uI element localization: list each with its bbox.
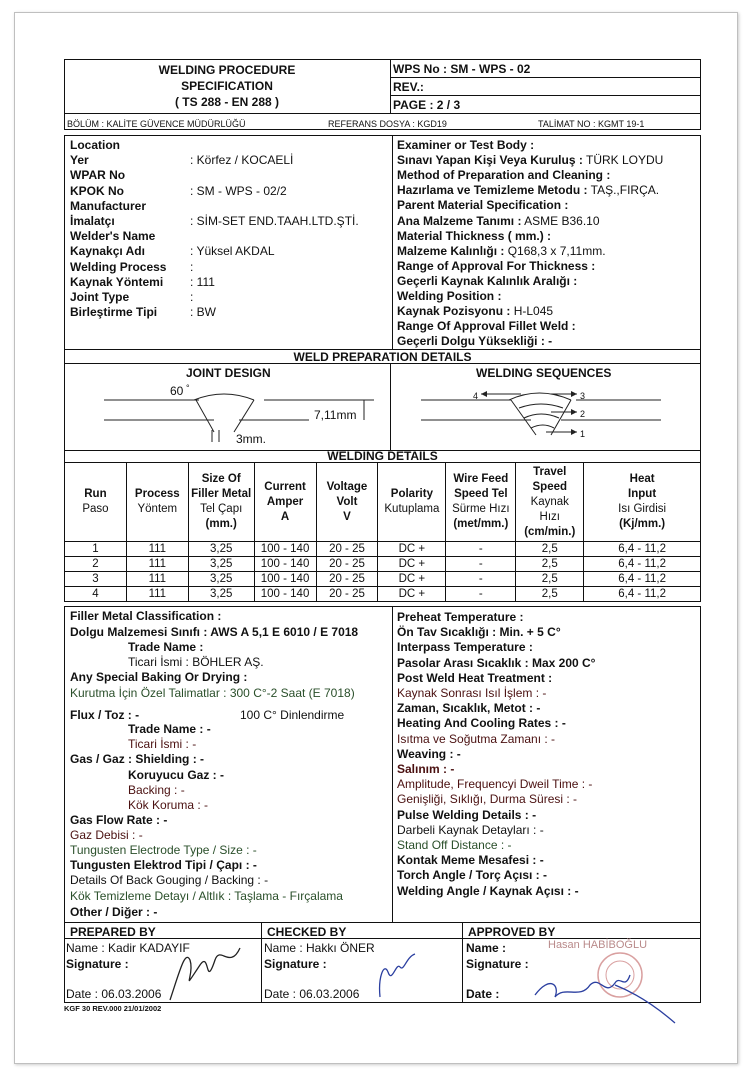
joint-gap: 3mm. <box>236 432 266 446</box>
details-header-cell <box>65 463 127 542</box>
table-cell: 6,4 - 11,2 <box>584 572 701 587</box>
joint-angle: 60 <box>170 384 184 398</box>
details-header-line: Input <box>628 488 657 500</box>
prepared-name: Name : Kadir KADAYIF <box>66 941 190 955</box>
prepared-signature-drawing <box>160 940 250 1005</box>
details-header-line: Volt <box>336 495 358 508</box>
table-cell: 2,5 <box>516 572 584 587</box>
table-cell: - <box>446 542 516 557</box>
seq-label-2: 2 <box>580 409 586 419</box>
left-info-label: Welder's Name <box>70 229 156 244</box>
details-header-line: Sürme Hızı <box>452 503 510 515</box>
details-header-line: (cm/min.) <box>524 525 576 538</box>
lower-left-line: Ticari İsmi : BÖHLER AŞ. <box>128 655 264 669</box>
lower-right-line: Pasolar Arası Sıcaklık : Max 200 C° <box>397 655 596 670</box>
details-header-line: Current <box>264 480 306 493</box>
details-header-line: Voltage <box>326 480 368 493</box>
right-info-label: Examiner or Test Body : <box>397 138 535 152</box>
lower-left-line: Any Special Baking Or Drying : <box>70 670 248 684</box>
checked-signature-drawing <box>370 942 430 1002</box>
details-header-cell <box>584 463 701 542</box>
lower-right-line: Interpass Temperature : <box>397 640 533 655</box>
lower-left-line: Koruyucu Gaz : - <box>128 768 225 782</box>
right-info-label: Kaynak Pozisyonu : <box>397 304 511 319</box>
prepared-date: Date : 06.03.2006 <box>66 987 162 1001</box>
right-info-value: TÜRK LOYDU <box>585 153 664 168</box>
right-info-label: Geçerli Kaynak Kalınlık Aralığı : <box>397 273 578 288</box>
left-info-value: : SM - WPS - 02/2 <box>190 183 287 198</box>
page-no: PAGE : 2 / 3 <box>393 98 461 112</box>
prepared-signature: Signature : <box>66 957 129 971</box>
table-cell: 100 - 140 <box>254 542 316 557</box>
right-info-row <box>397 289 501 303</box>
right-info-row <box>397 334 552 348</box>
lower-left-line: Backing : - <box>128 783 185 797</box>
lower-left-line: Gas Flow Rate : - <box>70 813 168 827</box>
lower-right-line: Darbeli Kaynak Detayları : - <box>397 822 544 837</box>
approved-signature-drawing <box>530 955 680 1025</box>
right-info-row <box>397 304 553 318</box>
left-info-value: : <box>190 290 194 304</box>
table-cell: 6,4 - 11,2 <box>584 557 701 572</box>
joint-design-title: JOINT DESIGN <box>186 366 271 380</box>
table-cell: - <box>446 572 516 587</box>
right-info-row <box>397 214 600 228</box>
lower-left-line: Details Of Back Gouging / Backing : - <box>70 873 269 887</box>
approved-name: Name : <box>466 941 507 955</box>
checked-signature: Signature : <box>264 957 327 971</box>
left-info-label: Yer <box>70 153 89 168</box>
right-info-label: Method of Preparation and Cleaning : <box>397 168 611 183</box>
lower-left-line: Filler Metal Classification : <box>70 609 222 623</box>
table-cell: DC + <box>378 557 446 572</box>
details-header-cell <box>316 463 378 542</box>
details-header-line: Yöntem <box>137 503 178 515</box>
details-header-line: V <box>343 510 351 523</box>
table-cell: 2 <box>65 557 127 572</box>
table-cell: 20 - 25 <box>316 542 378 557</box>
table-cell: 4 <box>65 587 127 602</box>
table-cell: 20 - 25 <box>316 557 378 572</box>
details-header-line: Filler Metal <box>191 488 252 500</box>
right-info-label: Hazırlama ve Temizleme Metodu : <box>397 183 588 198</box>
right-info-label: Malzeme Kalınlığı : <box>397 243 505 258</box>
lower-left-line: Dolgu Malzemesi Sınıfı : AWS A 5,1 E 6010 / E 7018 <box>70 625 359 639</box>
stamp-name: Hasan HABİBOĞLU <box>548 939 648 951</box>
lower-right-line: Stand Off Distance : - <box>397 838 512 852</box>
lower-right-line: Isıtma ve Soğutma Zamanı : - <box>397 731 556 746</box>
lower-left-line: Gaz Debisi : - <box>70 828 143 842</box>
lower-right-line: Salınım : - <box>397 762 455 776</box>
details-header-line: (mm.) <box>205 518 237 530</box>
footer-form-code: KGF 30 REV.000 21/01/2002 <box>64 1004 162 1013</box>
details-header-line: Heat <box>629 473 655 485</box>
table-cell: DC + <box>378 587 446 602</box>
details-header-line: Travel <box>533 465 567 478</box>
welding-sequences-title: WELDING SEQUENCES <box>476 366 612 380</box>
right-info-label: Range of Approval For Thickness : <box>397 258 596 273</box>
table-row <box>65 557 701 572</box>
table-cell: 111 <box>126 557 188 572</box>
approved-signature: Signature : <box>466 957 529 971</box>
left-info-label: Birleştirme Tipi <box>70 305 158 320</box>
details-header-line: Paso <box>82 503 109 515</box>
details-header-line: Amper <box>266 495 304 508</box>
left-info-label: KPOK No <box>70 183 124 198</box>
lower-right-line: Kontak Meme Mesafesi : - <box>397 853 544 868</box>
left-info-value: : Yüksel AKDAL <box>190 244 275 259</box>
table-cell: - <box>446 587 516 602</box>
wps-no: WPS No : SM - WPS - 02 <box>393 62 531 76</box>
prepared-title: PREPARED BY <box>70 925 156 939</box>
left-info-value: : <box>190 259 194 274</box>
details-title: WELDING DETAILS <box>327 449 438 463</box>
table-cell: 3,25 <box>188 572 254 587</box>
lower-right-line: Torch Angle / Torç Açısı : - <box>397 868 548 883</box>
joint-thickness: 7,11mm <box>314 408 357 422</box>
details-header-line: Kaynak <box>530 495 569 508</box>
lower-left-line: Flux / Toz : - <box>70 708 140 722</box>
right-info-value: H-L045 <box>513 304 554 319</box>
table-cell: 111 <box>126 542 188 557</box>
details-header-cell <box>126 463 188 542</box>
lower-left-line: Kök Temizleme Detayı / Altlık : Taşlama - Fırçalama <box>70 889 343 903</box>
left-info-label: Joint Type <box>70 290 130 304</box>
details-header-line: Kutuplama <box>384 503 440 515</box>
details-header-line: Tel Çapı <box>200 503 243 515</box>
lower-right-line: Preheat Temperature : <box>397 610 524 624</box>
details-header-line: Speed <box>532 480 568 493</box>
details-header-line: Hızı <box>539 510 560 523</box>
lower-left-line: Trade Name : - <box>128 722 211 736</box>
right-info-row <box>397 319 576 333</box>
table-cell: 3,25 <box>188 557 254 572</box>
lower-left-line: Trade Name : <box>128 640 204 654</box>
right-info-value: TAŞ.,FIRÇA. <box>590 183 660 198</box>
lower-left-line: Other / Diğer : - <box>70 905 158 919</box>
left-info-value: : SİM-SET END.TAAH.LTD.ŞTİ. <box>190 214 359 228</box>
checked-date: Date : 06.03.2006 <box>264 987 360 1001</box>
lower-right-line: Weaving : - <box>397 746 461 761</box>
lower-right-line: Heating And Cooling Rates : - <box>397 716 566 731</box>
left-info-label: WPAR No <box>70 168 126 183</box>
welding-details-table <box>64 462 701 602</box>
degree-mark: ° <box>186 383 190 393</box>
lower-right-line: Amplitude, Frequencyi Dweil Time : - <box>397 777 593 792</box>
lower-left-line: Tungusten Electrode Type / Size : - <box>70 843 257 857</box>
right-info-value: ASME B36.10 <box>524 213 600 228</box>
left-info-value: : Körfez / KOCAELİ <box>190 153 294 168</box>
table-cell: 3,25 <box>188 587 254 602</box>
right-info-value: Q168,3 x 7,11mm. <box>507 243 606 258</box>
table-cell: 3,25 <box>188 542 254 557</box>
table-cell: 2,5 <box>516 557 584 572</box>
details-header-line: Run <box>84 488 107 500</box>
left-info-label: Manufacturer <box>70 198 147 213</box>
details-header-line: Isı Girdisi <box>618 503 667 515</box>
lower-left-line: Tungusten Elektrod Tipi / Çapı : - <box>70 858 257 872</box>
details-header-cell <box>446 463 516 542</box>
table-cell: 100 - 140 <box>254 557 316 572</box>
table-cell: 6,4 - 11,2 <box>584 587 701 602</box>
table-cell: 6,4 - 11,2 <box>584 542 701 557</box>
lower-right-line: Post Weld Heat Treatment : <box>397 670 553 685</box>
details-header-line: Wire Feed <box>453 473 509 485</box>
table-cell: DC + <box>378 542 446 557</box>
right-info-row <box>397 153 663 167</box>
referans: REFERANS DOSYA : KGD19 <box>328 119 447 129</box>
right-info-row <box>397 198 568 212</box>
lower-left-line: Gas / Gaz : Shielding : - <box>70 752 205 766</box>
doc-title-line2: SPECIFICATION <box>181 79 273 93</box>
lower-left-line: Ticari İsmi : - <box>128 737 197 751</box>
details-header-line: Process <box>134 488 180 500</box>
right-info-row <box>397 183 659 197</box>
right-info-label: Geçerli Dolgu Yüksekliği : - <box>397 334 553 349</box>
checked-title: CHECKED BY <box>267 925 347 939</box>
table-cell: 1 <box>65 542 127 557</box>
details-header-line: (met/mm.) <box>453 518 509 530</box>
table-cell: 20 - 25 <box>316 572 378 587</box>
details-header-cell <box>516 463 584 542</box>
talimat: TALİMAT NO : KGMT 19-1 <box>538 119 645 129</box>
right-info-row <box>397 259 595 273</box>
approved-date: Date : <box>466 987 500 1001</box>
approved-title: APPROVED BY <box>468 925 556 939</box>
left-info-value: : 111 <box>190 274 215 289</box>
table-row <box>65 572 701 587</box>
details-header-line: (Kj/mm.) <box>619 518 666 530</box>
checked-name: Name : Hakkı ÖNER <box>264 941 375 955</box>
lower-left-line: Kurutma İçin Özel Talimatlar : 300 C°-2 Saat (E 7018) <box>70 686 355 700</box>
right-info-label: Ana Malzeme Tanımı : <box>397 213 522 228</box>
details-header-line: Polarity <box>390 488 433 500</box>
details-header-line: Speed Tel <box>454 488 508 500</box>
table-cell: DC + <box>378 572 446 587</box>
doc-title-line1: WELDING PROCEDURE <box>158 63 296 77</box>
left-info-value: : BW <box>190 305 216 320</box>
table-cell: 20 - 25 <box>316 587 378 602</box>
right-info-row <box>397 274 577 288</box>
doc-title-line3: ( TS 288 - EN 288 ) <box>174 95 280 109</box>
table-cell: 100 - 140 <box>254 587 316 602</box>
details-header-cell <box>378 463 446 542</box>
right-info-row <box>397 138 534 152</box>
lower-right-line: Pulse Welding Details : - <box>397 807 537 822</box>
lower-right-line: Kaynak Sonrası Isıl İşlem : - <box>397 686 547 700</box>
rev: REV.: <box>393 80 424 94</box>
lower-left-line: Kök Koruma : - <box>128 798 209 812</box>
right-info-label: Range Of Approval Fillet Weld : <box>397 319 576 334</box>
lower-right-line: Zaman, Sıcaklık, Metot : - <box>397 701 541 716</box>
table-cell: 2,5 <box>516 587 584 602</box>
table-row <box>65 542 701 557</box>
right-info-label: Sınavı Yapan Kişi Veya Kuruluş : <box>397 153 583 168</box>
left-info-label: Kaynakçı Adı <box>70 244 145 259</box>
table-cell: 2,5 <box>516 542 584 557</box>
welding-sequences-drawing <box>391 380 700 450</box>
table-cell: 111 <box>126 572 188 587</box>
details-header-line: Size Of <box>201 473 241 485</box>
details-header-cell <box>188 463 254 542</box>
details-header-line: A <box>280 510 290 523</box>
seq-label-1: 1 <box>580 429 586 439</box>
table-cell: 100 - 140 <box>254 572 316 587</box>
table-cell: 3 <box>65 572 127 587</box>
right-info-row <box>397 168 610 182</box>
right-info-label: Welding Position : <box>397 289 502 303</box>
right-info-label: Material Thickness ( mm.) : <box>397 228 552 243</box>
details-header-cell <box>254 463 316 542</box>
right-info-row <box>397 229 551 243</box>
lower-right-line: Welding Angle / Kaynak Açısı : - <box>397 883 579 898</box>
table-cell: - <box>446 557 516 572</box>
left-info-label: Welding Process <box>70 259 167 274</box>
table-cell: 111 <box>126 587 188 602</box>
prep-title: WELD PREPARATION DETAILS <box>293 350 472 364</box>
bolum: BÖLÜM : KALİTE GÜVENCE MÜDÜRLÜĞÜ <box>67 119 246 129</box>
lower-right-line: Genişliği, Sıklığı, Durma Süresi : - <box>397 792 578 807</box>
right-info-label: Parent Material Specification : <box>397 198 569 213</box>
table-row <box>65 587 701 602</box>
left-info-label: İmalatçı <box>70 214 115 228</box>
lower-right-line: Ön Tav Sıcaklığı : Min. + 5 C° <box>397 625 561 640</box>
seq-label-4: 4 <box>473 391 479 401</box>
lower-left-line: 100 C° Dinlendirme <box>240 708 345 722</box>
left-info-label: Kaynak Yöntemi <box>70 274 164 289</box>
left-info-label: Location <box>70 138 120 152</box>
right-info-row <box>397 244 606 258</box>
seq-label-3: 3 <box>580 391 586 401</box>
